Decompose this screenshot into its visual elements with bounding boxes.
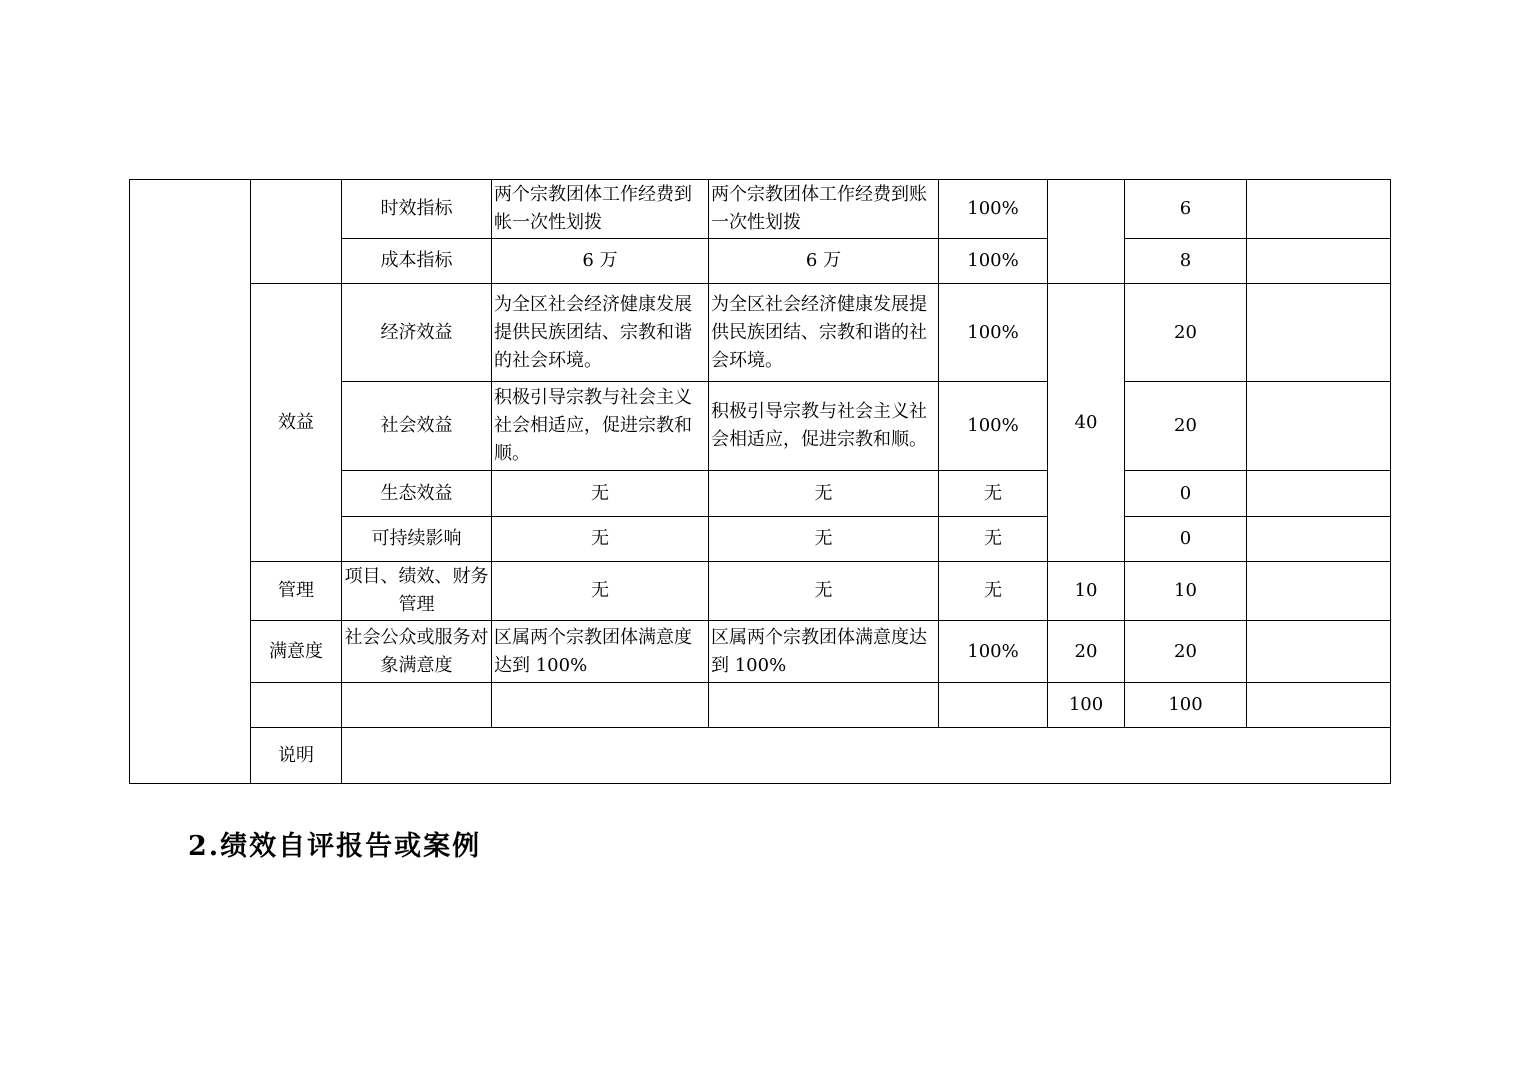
table-row xyxy=(130,562,1391,621)
total-weight-cell: 100 xyxy=(1048,683,1125,728)
rate-cell: 无 xyxy=(939,471,1048,517)
performance-table xyxy=(129,179,1391,784)
table-row xyxy=(130,180,1391,239)
score-cell: 20 xyxy=(1125,621,1247,683)
remark-cell xyxy=(1247,382,1391,471)
score-cell: 0 xyxy=(1125,471,1247,517)
target-cell: 无 xyxy=(492,562,709,621)
rate-cell: 无 xyxy=(939,562,1048,621)
indicator-cell: 生态效益 xyxy=(342,471,492,517)
remark-cell xyxy=(1247,683,1391,728)
score-cell: 8 xyxy=(1125,239,1247,284)
remark-cell xyxy=(1247,471,1391,517)
remark-cell xyxy=(1247,517,1391,562)
total-score-cell: 100 xyxy=(1125,683,1247,728)
indicator-cell: 可持续影响 xyxy=(342,517,492,562)
remark-cell xyxy=(1247,239,1391,284)
rate-cell: 100% xyxy=(939,180,1048,239)
indicator-cell: 成本指标 xyxy=(342,239,492,284)
benefit-category-cell: 效益 xyxy=(251,284,342,562)
actual-cell: 无 xyxy=(709,471,939,517)
actual-cell: 无 xyxy=(709,562,939,621)
actual-cell: 两个宗教团体工作经费到账一次性划拨 xyxy=(709,180,939,239)
indicator-cell: 社会效益 xyxy=(342,382,492,471)
target-cell: 无 xyxy=(492,517,709,562)
actual-cell: 6 万 xyxy=(709,239,939,284)
remark-cell xyxy=(1247,180,1391,239)
indicator-cell: 社会公众或服务对象满意度 xyxy=(342,621,492,683)
category-cell: 管理 xyxy=(251,562,342,621)
actual-cell: 区属两个宗教团体满意度达到 100% xyxy=(709,621,939,683)
rate-cell: 100% xyxy=(939,284,1048,382)
score-cell: 20 xyxy=(1125,382,1247,471)
indicator-cell: 时效指标 xyxy=(342,180,492,239)
rate-cell: 100% xyxy=(939,621,1048,683)
section-heading: 2.绩效自评报告或案例 xyxy=(188,831,482,862)
weight-cell xyxy=(1048,180,1125,284)
table-row xyxy=(130,284,1391,382)
benefit-weight-cell: 40 xyxy=(1048,284,1125,562)
category-cell: 满意度 xyxy=(251,621,342,683)
rate-cell: 无 xyxy=(939,517,1048,562)
total-row xyxy=(130,683,1391,728)
target-cell: 无 xyxy=(492,471,709,517)
remark-cell xyxy=(1247,284,1391,382)
notes-label: 说明 xyxy=(251,728,342,784)
score-cell: 0 xyxy=(1125,517,1247,562)
table-cell xyxy=(939,683,1048,728)
actual-cell: 为全区社会经济健康发展提供民族团结、宗教和谐的社会环境。 xyxy=(709,284,939,382)
target-cell: 区属两个宗教团体满意度达到 100% xyxy=(492,621,709,683)
remark-cell xyxy=(1247,621,1391,683)
weight-cell: 10 xyxy=(1048,562,1125,621)
rate-cell: 100% xyxy=(939,239,1048,284)
actual-cell: 积极引导宗教与社会主义社会相适应，促进宗教和顺。 xyxy=(709,382,939,471)
score-cell: 20 xyxy=(1125,284,1247,382)
table-cell xyxy=(492,683,709,728)
table-cell xyxy=(342,683,492,728)
target-cell: 6 万 xyxy=(492,239,709,284)
target-cell: 为全区社会经济健康发展提供民族团结、宗教和谐的社会环境。 xyxy=(492,284,709,382)
notes-row xyxy=(130,728,1391,784)
table-cell xyxy=(709,683,939,728)
score-cell: 10 xyxy=(1125,562,1247,621)
score-cell: 6 xyxy=(1125,180,1247,239)
table-cell-category xyxy=(251,180,342,284)
actual-cell: 无 xyxy=(709,517,939,562)
rate-cell: 100% xyxy=(939,382,1048,471)
weight-cell: 20 xyxy=(1048,621,1125,683)
table-row xyxy=(130,621,1391,683)
remark-cell xyxy=(1247,562,1391,621)
target-cell: 积极引导宗教与社会主义社会相适应，促进宗教和顺。 xyxy=(492,382,709,471)
notes-content xyxy=(342,728,1391,784)
table-cell xyxy=(251,683,342,728)
indicator-cell: 经济效益 xyxy=(342,284,492,382)
table-cell-first-level xyxy=(130,180,251,784)
indicator-cell: 项目、绩效、财务管理 xyxy=(342,562,492,621)
target-cell: 两个宗教团体工作经费到帐一次性划拨 xyxy=(492,180,709,239)
